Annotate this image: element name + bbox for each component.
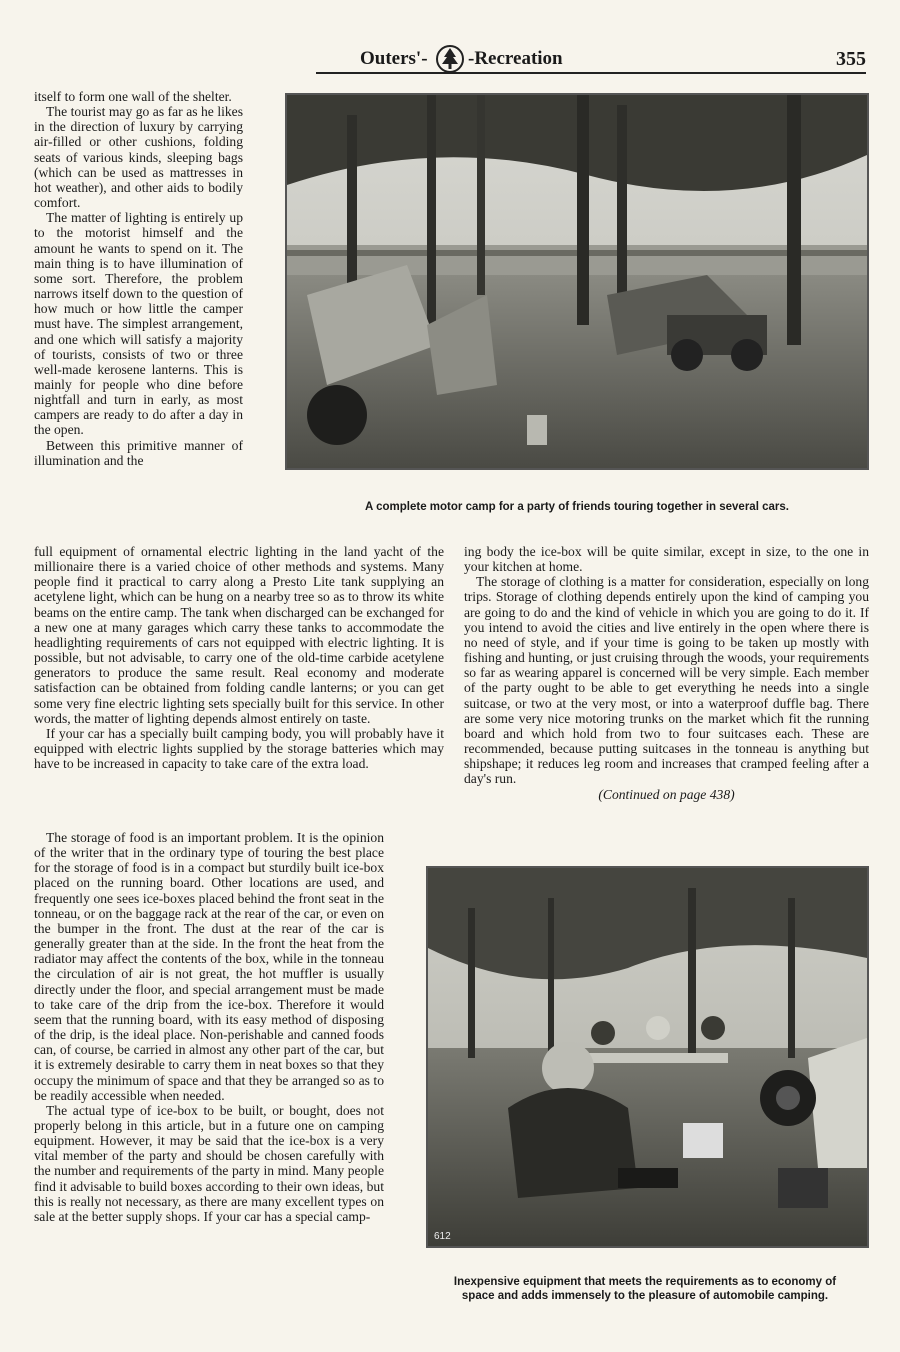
paragraph: The storage of clothing is a matter for consideration, especially on long trips. Storage of clothing depends entirely upon the kind of camping you are going to do and the kind of vehicle in which you are going to do it. If you intend to avoid the cities and live entirely in the open where there is no need of style, and if your time is going to be taken up mostly with fishing and hunting, or just cruising through the woods, your requirements so far as wearing apparel is concerned will be very simple. Each member of the party ought to be able to get everything he needs into a single suitcase, or two at the very most, or into a waterproof duffle bag. There are some very nice motoring trunks on the market which fit the running board and which hold from two to four suitcases each. These are recommended, because putting suitcases in the tonneau is anything but shipshape; it reduces leg room and increases that cramped feeling after a day's run.	[464, 574, 869, 787]
continued-note: (Continued on page 438)	[598, 786, 735, 802]
paragraph: The matter of lighting is entirely up to the motorist himself and the amount he wants to spend on it. The main thing is to have illumination of some sort. Therefore, the problem narrows itself down to the question of how much or how little the camper must have. The simplest arrangement, and one which will satisfy a majority of tourists, consists of two or three well-made kerosene lanterns. This is mainly for people who dine before nightfall and turn in early, as most campers are ready to do after a day in the open.	[34, 210, 243, 438]
page-number: 355	[836, 48, 866, 70]
plate-number: 612	[434, 1231, 451, 1242]
column-left-middle	[34, 544, 444, 771]
motor-camp-photo	[285, 93, 869, 470]
column-left-lower	[34, 830, 384, 1224]
running-header	[0, 46, 900, 76]
header-rule	[316, 72, 866, 74]
paragraph: itself to form one wall of the shelter.	[34, 89, 232, 104]
paragraph: The storage of food is an important problem. It is the opinion of the writer that in the ordinary type of touring the best place for the storage of food is in a compact but sturdily built ice-box placed on the running board. Other locations are used, and frequently one sees ice-boxes placed behind the front seat in the tonneau, or on the baggage rack at the rear of the car, or even on the bumper in the front. The dust at the rear of the car is generally greater than at the side. In the front the heat from the radiator may affect the contents of the box, while in the tonneau the circulation of air is not great, the hot muffler is usually directly under the floor, and special arrangement must be made to take care of the drip from the ice-box. Therefore it would seem that the running board, with its easy method of disposing of the drip, is the ideal place. Non-perishable and canned foods can, of course, be carried in almost any other part of the car, but it is extremely desirable to carry them in neat boxes so that they occupy the minimum of space and that they be arranged so as to be readily accessible when needed.	[34, 830, 384, 1103]
photo1-caption: A complete motor camp for a party of friends touring together in several cars.	[365, 501, 789, 513]
paragraph: ing body the ice-box will be quite similar, except in size, to the one in your kitchen at home.	[464, 544, 869, 575]
column-top-left	[34, 89, 243, 468]
paragraph: Between this primitive manner of illumination and the	[34, 437, 243, 468]
photo2-caption: Inexpensive equipment that meets the requirements as to economy of space and adds immensely to the pleasure of automobile camping.	[453, 1276, 837, 1302]
magazine-title-right: -Recreation	[468, 48, 563, 69]
camp-cooking-photo	[426, 866, 869, 1248]
magazine-title-left: Outers'-	[360, 48, 428, 69]
paragraph: The actual type of ice-box to be built, or bought, does not properly belong in this article, but in a future one on camping equipment. However, it may be said that the ice-box is a very vital member of the party and should be chosen carefully with the number and requirements of the party in mind. Many people find it advisable to build boxes according to their own ideas, but this is really not necessary, as there are many excellent types on sale at the better supply shops. If your car has a special camp-	[34, 1102, 384, 1224]
paragraph: The tourist may go as far as he likes in the direction of luxury by carrying air-filled or other cushions, folding seats of various kinds, sleeping bags (which can be used as mattresses in hot weather), and other aids to bodily comfort.	[34, 104, 243, 211]
pine-emblem-icon	[435, 44, 465, 74]
column-right	[464, 544, 869, 802]
paragraph: full equipment of ornamental electric lighting in the land yacht of the millionaire there is a varied choice of other methods and systems. Many people find it practical to carry along a Presto Lite tank supplying an acetylene light, which can be hung on a nearby tree so as to throw its white beams on the entire camp. The tank when discharged can be exchanged for a new one at many garages which carry these tanks to accommodate the headlighting requirements of cars not equipped with electric lighting. It is possible, but not advisable, to carry one of the old-time carbide acetylene generators to produce the same result. Real economy and moderate satisfaction can be obtained from folding candle lanterns; or you can get some very fine electric lighting sets specially built for this service. In other words, the matter of lighting depends almost entirely on taste.	[34, 544, 444, 726]
paragraph: If your car has a specially built camping body, you will probably have it equipped with electric lights supplied by the storage batteries which may have to be increased in capacity to take care of the extra load.	[34, 725, 444, 772]
